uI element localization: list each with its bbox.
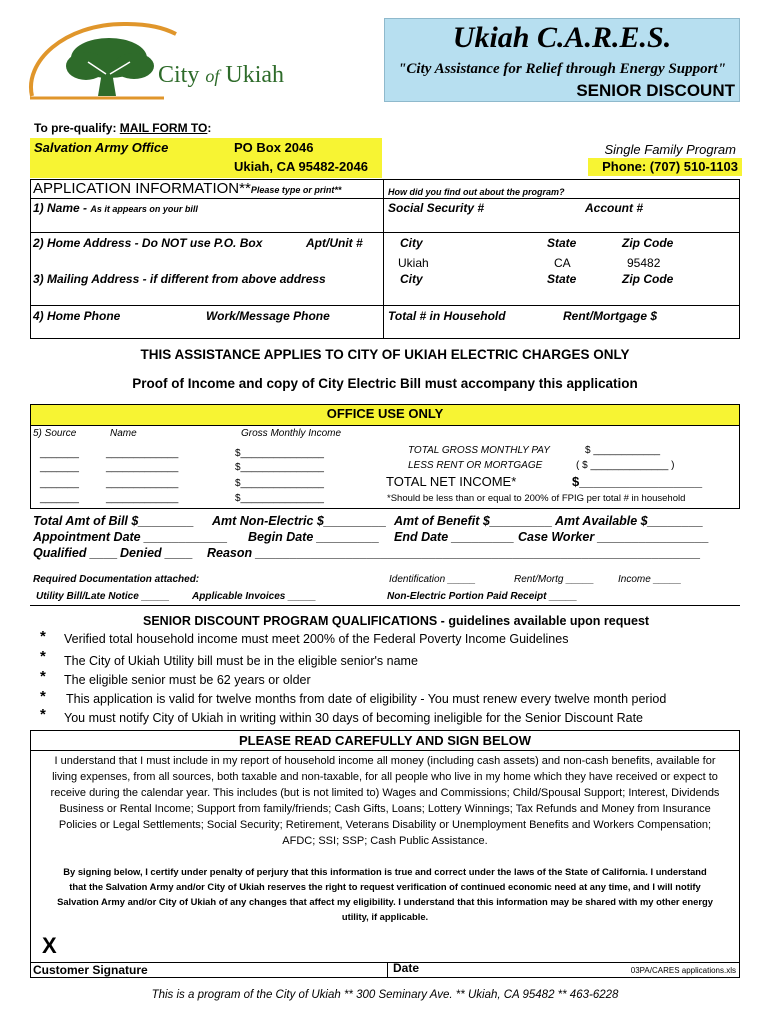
gross-header: Gross Monthly Income [241, 428, 342, 439]
org-name: Salvation Army Office [34, 140, 169, 155]
total-gross-value[interactable]: $ ____________ [585, 445, 661, 456]
prequalify-lead: To pre-qualify: [34, 121, 117, 135]
case-worker-field[interactable]: Case Worker ________________ [518, 530, 709, 544]
certification-line: By signing below, I certify under penalty of perjury that this information is true and correct under the laws of the State of California. I understand [63, 866, 707, 877]
certification-line: utility, if applicable. [341, 911, 429, 922]
disclosure-line: I understand that I must include in my report of household income all money (including cash assets) and non-cash benefits, available for [54, 755, 716, 767]
signature-x-mark: X [42, 933, 57, 958]
certification-line: that the Salvation Army and/or City of Ukiah reserves the right to request verification of continued economic need at any time, and I will notify [69, 881, 701, 892]
disclosure-line: AFDC; SSI; SSP; Cash Public Assistance. [282, 835, 488, 847]
signature-field[interactable]: Customer Signature [33, 963, 148, 977]
mailing-state-label: State [547, 272, 577, 286]
phone: Phone: (707) 510-1103 [602, 159, 738, 174]
bullet-icon: * [40, 706, 46, 723]
source-blank[interactable]: _______ [40, 462, 79, 473]
bullet-icon: * [40, 648, 46, 665]
zip-value[interactable]: 95482 [627, 256, 661, 270]
header-box [384, 18, 740, 102]
logo-ukiah: Ukiah [225, 62, 285, 88]
household-field[interactable]: Total # in Household [388, 309, 506, 323]
appointment-field[interactable]: Appointment Date ____________ [33, 530, 228, 544]
date-field[interactable]: Date [393, 961, 420, 975]
logo-of: of [205, 66, 220, 86]
page-subtitle: "City Assistance for Relief through Energy Support" [398, 61, 726, 77]
home-address-field[interactable]: 2) Home Address - Do NOT use P.O. Box [33, 236, 263, 250]
less-rent-value[interactable]: ( $ ______________ ) [576, 460, 675, 471]
city-field-label: City [400, 236, 423, 250]
identification-field[interactable]: Identification _____ [389, 574, 476, 585]
name-blank[interactable]: _____________ [106, 462, 179, 473]
state-value[interactable]: CA [554, 256, 571, 270]
qualification-item: This application is valid for twelve months from date of eligibility - You must renew every twelve month period [66, 692, 667, 706]
file-reference: 03PA/CARES applications.xls [630, 966, 736, 975]
begin-date-field[interactable]: Begin Date _________ [248, 530, 380, 544]
end-date-field[interactable]: End Date _________ [394, 530, 515, 544]
name-header: Name [110, 428, 137, 439]
apt-field[interactable]: Apt/Unit # [306, 236, 363, 250]
city-value[interactable]: Ukiah [398, 256, 429, 270]
name-blank[interactable]: _____________ [106, 493, 179, 504]
income-field[interactable]: Income _____ [618, 574, 682, 585]
required-docs-label: Required Documentation attached: [33, 574, 200, 585]
qualification-item: The eligible senior must be 62 years or older [64, 673, 311, 687]
bullet-icon: * [40, 668, 46, 685]
prequalify-line [34, 121, 211, 135]
qualification-item: You must notify City of Ukiah in writing within 30 days of becoming ineligible for the Senior Discount Rate [64, 711, 643, 725]
amount-blank[interactable]: $_______________ [235, 448, 324, 459]
mailing-city-label: City [400, 272, 423, 286]
qualified-field[interactable]: Qualified ____ [33, 546, 118, 560]
source-blank[interactable]: _______ [40, 448, 79, 459]
name-note: As it appears on your bill [90, 204, 198, 214]
fpig-footnote: *Should be less than or equal to 200% of FPIG per total # in household [387, 493, 686, 504]
name-label: 1) Name - [33, 201, 91, 215]
qualification-item: The City of Ukiah Utility bill must be in the eligible senior's name [64, 654, 418, 668]
po-box: PO Box 2046 [234, 140, 314, 155]
amount-blank[interactable]: $_______________ [235, 478, 324, 489]
less-rent-label: LESS RENT OR MORTGAGE [408, 460, 543, 471]
denied-field[interactable]: Denied ____ [120, 546, 193, 560]
qualification-item: Verified total household income must meet 200% of the Federal Poverty Income Guidelines [64, 632, 569, 646]
amount-blank[interactable]: $_______________ [235, 462, 324, 473]
name-field[interactable] [33, 201, 198, 215]
how-found-label: How did you find out about the program? [388, 187, 565, 197]
prequalify-colon: : [207, 121, 212, 135]
reason-field[interactable]: Reason ________________________________________________________________ [207, 546, 701, 560]
app-heading [33, 180, 341, 197]
source-blank[interactable]: _______ [40, 493, 79, 504]
city-zip: Ukiah, CA 95482-2046 [234, 159, 368, 174]
utility-bill-field[interactable]: Utility Bill/Late Notice _____ [36, 591, 170, 602]
bullet-icon: * [40, 688, 46, 705]
total-bill-field[interactable]: Total Amt of Bill $________ [33, 514, 194, 528]
program-type: Single Family Program [604, 142, 736, 157]
sign-heading: PLEASE READ CAREFULLY AND SIGN BELOW [238, 733, 532, 748]
disclosure-line: Policies or Legal Settlements; Social Security; Retirement, Veterans Disability or Unemployment Benefits and Workers Compensation; [58, 819, 712, 831]
app-heading-title: APPLICATION INFORMATION** [33, 180, 251, 197]
available-field[interactable]: Amt Available $________ [555, 514, 704, 528]
state-field-label: State [547, 236, 577, 250]
app-heading-note: Please type or print** [250, 185, 342, 195]
work-phone-field[interactable]: Work/Message Phone [206, 309, 330, 323]
account-field[interactable]: Account # [585, 201, 644, 215]
office-heading: OFFICE USE ONLY [326, 406, 444, 421]
proof-notice: Proof of Income and copy of City Electric Bill must accompany this application [132, 376, 638, 391]
rent-field[interactable]: Rent/Mortgage $ [563, 309, 658, 323]
name-blank[interactable]: _____________ [106, 448, 179, 459]
invoices-field[interactable]: Applicable Invoices _____ [192, 591, 316, 602]
footer-text: This is a program of the City of Ukiah ** 300 Seminary Ave. ** Ukiah, CA 95482 ** 463-6228 [151, 989, 619, 1001]
receipt-field[interactable]: Non-Electric Portion Paid Receipt _____ [387, 591, 578, 602]
source-blank[interactable]: _______ [40, 478, 79, 489]
qualifications-heading: SENIOR DISCOUNT PROGRAM QUALIFICATIONS - guidelines available upon request [143, 614, 650, 628]
source-header: 5) Source [33, 428, 77, 439]
rent-mortg-field[interactable]: Rent/Mortg _____ [514, 574, 595, 585]
net-income-value[interactable]: $_________________ [572, 474, 703, 489]
mail-form-to: MAIL FORM TO [119, 121, 208, 135]
amount-blank[interactable]: $_______________ [235, 493, 324, 504]
applies-notice: THIS ASSISTANCE APPLIES TO CITY OF UKIAH ELECTRIC CHARGES ONLY [140, 347, 630, 362]
disclosure-line: living expenses, from all sources, both taxable and non-taxable, for all people who live in my home which they have received or expect to [52, 771, 718, 783]
ssn-field[interactable]: Social Security # [388, 201, 485, 215]
mailing-zip-label: Zip Code [622, 272, 674, 286]
page-title: Ukiah C.A.R.E.S. [452, 21, 672, 54]
sign-box [30, 730, 740, 978]
name-blank[interactable]: _____________ [106, 478, 179, 489]
disclosure-line: Business or Rental Income; Support from family/friends; Cash Gifts, Loans; Lottery Winnings; Tax Refunds and Money from Insurance [59, 803, 711, 815]
program-name: SENIOR DISCOUNT [576, 81, 735, 100]
city-logo [24, 22, 294, 104]
total-gross-label: TOTAL GROSS MONTHLY PAY [408, 445, 550, 456]
net-income-label: TOTAL NET INCOME* [386, 474, 517, 489]
bullet-icon: * [40, 628, 46, 645]
disclosure-line: receive during the calendar year. This includes (but is not limited to) Wages and Commissions; Child/Spousal Support; Interest, Dividends [50, 787, 720, 799]
benefit-field[interactable]: Amt of Benefit $_________ [394, 514, 553, 528]
certification-line: Salvation Army and/or City of Ukiah of any changes that affect my eligibility. I understand that this information may be shared with my other energy [57, 896, 713, 907]
non-electric-field[interactable]: Amt Non-Electric $_________ [212, 514, 387, 528]
mailing-address-field[interactable]: 3) Mailing Address - if different from above address [33, 272, 326, 286]
logo-city: City [158, 62, 200, 88]
home-phone-field[interactable]: 4) Home Phone [33, 309, 121, 323]
zip-field-label: Zip Code [622, 236, 674, 250]
